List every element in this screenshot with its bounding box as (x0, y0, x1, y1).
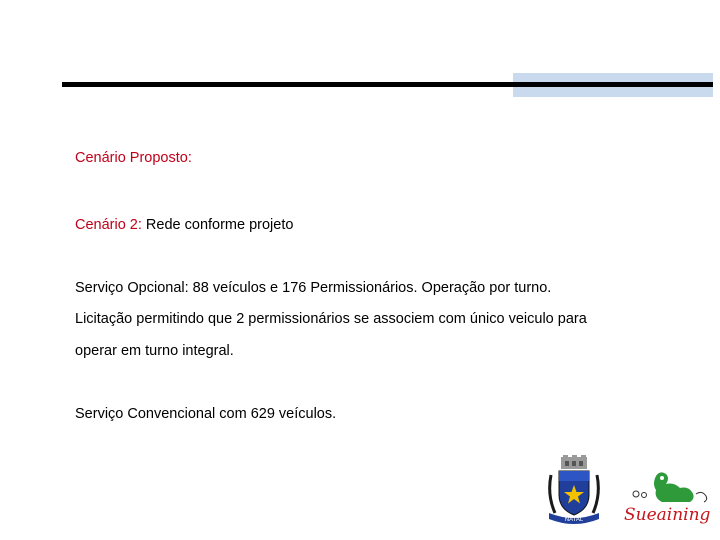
brand-logo (622, 468, 714, 526)
scenario-text: Rede conforme projeto (141, 217, 294, 233)
optional-service-line: Serviço Opcional: 88 veículos e 176 Permissionários. Operação por turno. (75, 280, 552, 296)
natal-crest-logo (545, 455, 603, 525)
brand-wordmark: Sueaining (624, 505, 711, 525)
licitacao-line: Licitação permitindo que 2 permissionários se associem com único veiculo para (75, 311, 587, 327)
section-heading: Cenário Proposto: (75, 150, 192, 166)
scenario-label: Cenário 2: (75, 217, 142, 233)
header-rule (62, 82, 713, 87)
scenario-line (75, 217, 293, 233)
turno-line: operar em turno integral. (75, 343, 234, 359)
crest-ribbon-text: NATAL (564, 517, 584, 523)
conventional-service-line: Serviço Convencional com 629 veículos. (75, 406, 337, 422)
